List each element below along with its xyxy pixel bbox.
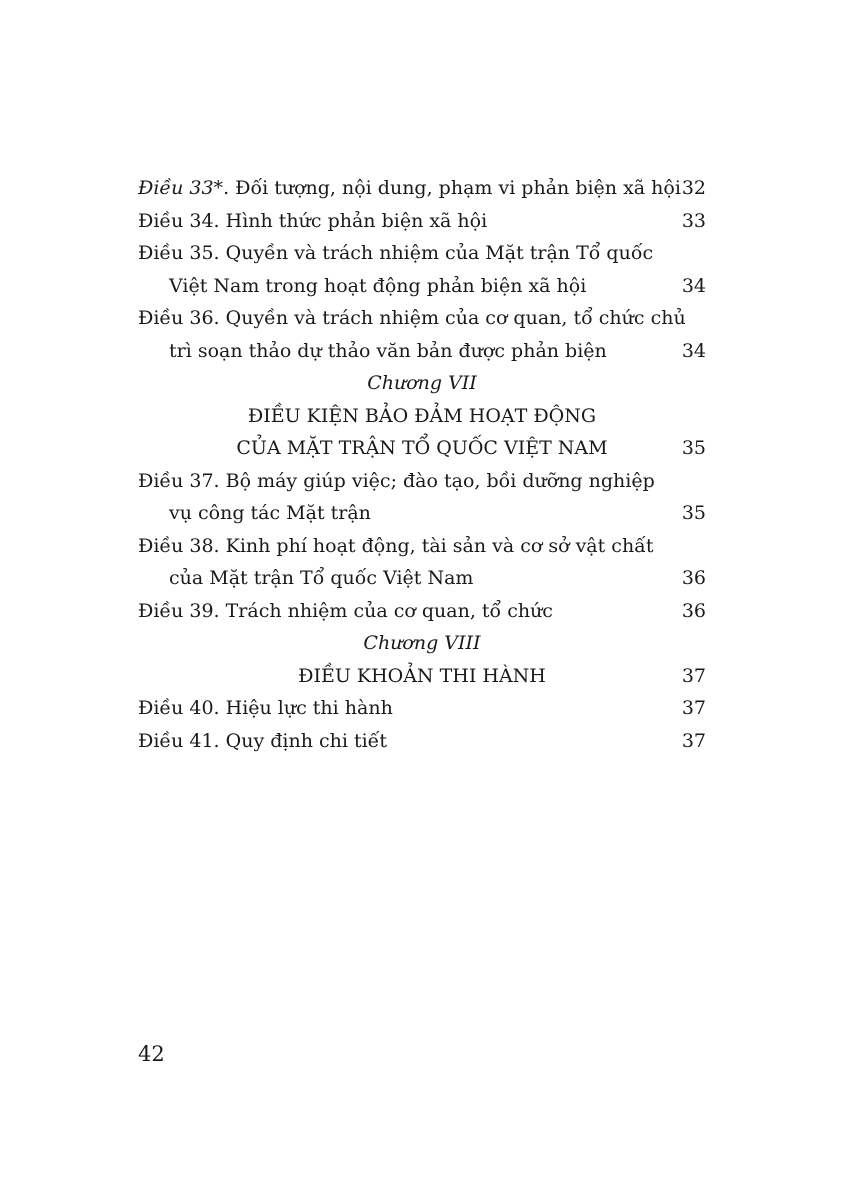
toc-entry-title: Điều 36. Quyền và trách nhiệm của cơ quan, tổ chức chủ bbox=[138, 307, 686, 329]
toc-entry-dieu-40 bbox=[138, 692, 706, 725]
chapter-7-title bbox=[138, 400, 706, 433]
toc-entry-title-continued: vụ công tác Mặt trận bbox=[169, 502, 371, 524]
toc-page-number: 36 bbox=[681, 567, 706, 589]
toc-entry-dieu-37-cont bbox=[138, 497, 706, 530]
toc-entry-title: Điều 35. Quyền và trách nhiệm của Mặt trận Tổ quốc bbox=[138, 242, 654, 264]
toc-entry-dieu-41 bbox=[138, 725, 706, 758]
page-number: 42 bbox=[138, 1042, 165, 1066]
article-label: Điều 33* bbox=[138, 177, 224, 199]
toc-page-number: 36 bbox=[681, 599, 706, 622]
toc-entry-dieu-38 bbox=[138, 530, 706, 563]
toc-entry-title: Điều 39. Trách nhiệm của cơ quan, tổ chức bbox=[138, 599, 553, 622]
toc-entry-title: Điều 38. Kinh phí hoạt động, tài sản và cơ sở vật chất bbox=[138, 534, 654, 557]
toc-entry-dieu-39 bbox=[138, 595, 706, 628]
toc-page-number: 35 bbox=[681, 502, 706, 524]
toc-entry-title: Điều 34. Hình thức phản biện xã hội bbox=[138, 209, 488, 232]
toc-entry-dieu-37 bbox=[138, 465, 706, 498]
toc-entry-title: Điều 41. Quy định chi tiết bbox=[138, 729, 388, 752]
toc-page-number: 37 bbox=[681, 729, 706, 752]
chapter-title-continued: CỦA MẶT TRẬN TỔ QUỐC VIỆT NAM bbox=[236, 437, 608, 459]
toc-page-number: 34 bbox=[681, 339, 706, 362]
toc-entry-dieu-38-cont bbox=[138, 562, 706, 595]
toc-page-number: 34 bbox=[681, 274, 706, 297]
toc-entry-dieu-36-cont bbox=[138, 335, 706, 368]
toc-page-number: 33 bbox=[681, 209, 706, 232]
toc-entry-dieu-33 bbox=[138, 172, 706, 205]
chapter-label: Chương VII bbox=[367, 372, 477, 394]
toc-entry-title: Điều 33*. Đối tượng, nội dung, phạm vi phản biện xã hội bbox=[138, 177, 681, 199]
table-of-contents bbox=[138, 172, 706, 757]
chapter-7-title-cont bbox=[138, 432, 706, 465]
toc-entry-dieu-35 bbox=[138, 237, 706, 270]
toc-entry-title: Điều 40. Hiệu lực thi hành bbox=[138, 697, 393, 719]
chapter-title: ĐIỀU KIỆN BẢO ĐẢM HOẠT ĐỘNG bbox=[247, 404, 597, 427]
toc-page-number: 32 bbox=[681, 177, 706, 199]
toc-entry-dieu-35-cont bbox=[138, 270, 706, 303]
toc-page-number: 37 bbox=[681, 664, 706, 687]
chapter-7-label bbox=[138, 367, 706, 400]
chapter-label: Chương VIII bbox=[363, 632, 481, 654]
toc-entry-title-continued: của Mặt trận Tổ quốc Việt Nam bbox=[169, 567, 474, 589]
chapter-title: ĐIỀU KHOẢN THI HÀNH bbox=[298, 664, 546, 687]
chapter-8-label bbox=[138, 627, 706, 660]
toc-entry-title-continued: trì soạn thảo dự thảo văn bản được phản biện bbox=[169, 339, 607, 362]
chapter-8-title bbox=[138, 660, 706, 693]
toc-entry-dieu-34 bbox=[138, 205, 706, 238]
toc-page-number: 35 bbox=[681, 437, 706, 459]
toc-entry-title-continued: Việt Nam trong hoạt động phản biện xã hội bbox=[169, 274, 587, 297]
toc-page-number: 37 bbox=[681, 697, 706, 719]
toc-entry-dieu-36 bbox=[138, 302, 706, 335]
toc-entry-title: Điều 37. Bộ máy giúp việc; đào tạo, bồi dưỡng nghiệp bbox=[138, 469, 655, 492]
